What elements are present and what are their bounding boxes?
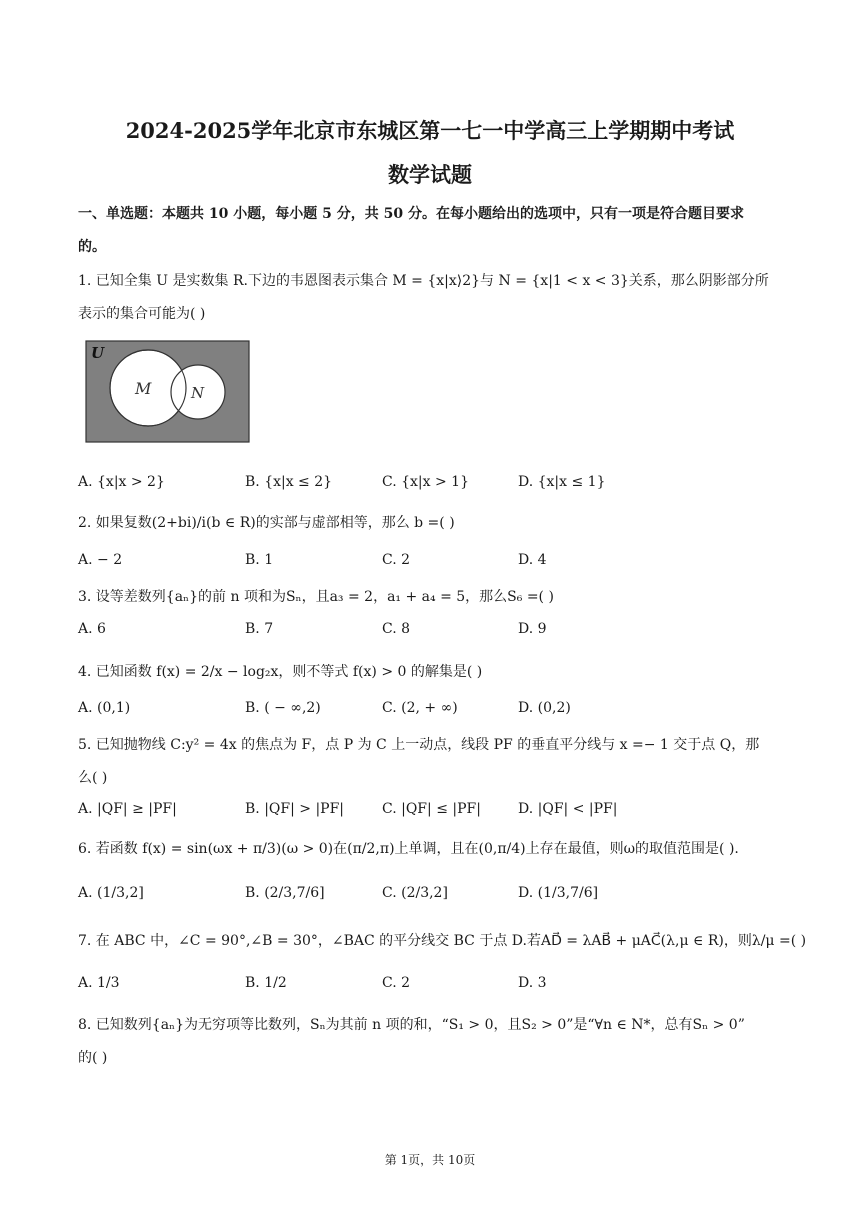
question-1-text-line-2: 表示的集合可能为( ) (78, 306, 206, 322)
question-1-option-b: B. {x|x ≤ 2} (245, 474, 333, 490)
question-2-option-d: D. 4 (518, 552, 547, 568)
section-heading-line-1: 一、单选题：本题共 10 小题，每小题 5 分，共 50 分。在每小题给出的选项中，只有一项是符合题目要求 (78, 206, 744, 222)
question-7-option-d: D. 3 (518, 975, 547, 991)
question-1-text-line-1: 1. 已知全集 U 是实数集 R.下边的韦恩图表示集合 M = {x|x⟩2}与 N = {x|1 < x < 3}关系，那么阴影部分所 (78, 273, 769, 289)
question-7-option-a: A. 1/3 (78, 975, 120, 991)
question-5-option-b: B. |QF| > |PF| (245, 801, 345, 817)
question-2-option-a: A. − 2 (78, 552, 123, 568)
section-heading-line-2: 的。 (78, 239, 106, 255)
question-8-text-line-2: 的( ) (78, 1050, 108, 1066)
question-7-option-c: C. 2 (382, 975, 411, 991)
question-5-text-line-2: 么( ) (78, 770, 108, 786)
question-6-option-c: C. (2/3,2] (382, 885, 448, 901)
venn-set-n-label: N (191, 384, 205, 402)
question-4-text: 4. 已知函数 f(x) = 2/x − log₂x，则不等式 f(x) > 0 的解集是( ) (78, 664, 483, 680)
question-7-option-b: B. 1/2 (245, 975, 287, 991)
question-5-text-line-1: 5. 已知抛物线 C:y² = 4x 的焦点为 F，点 P 为 C 上一动点，线段 PF 的垂直平分线与 x =− 1 交于点 Q，那 (78, 737, 760, 753)
question-6-option-a: A. (1/3,2] (78, 885, 144, 901)
exam-subtitle: 数学试题 (388, 162, 472, 187)
venn-set-m-label: M (135, 379, 152, 398)
question-1-option-d: D. {x|x ≤ 1} (518, 474, 606, 490)
question-6-option-b: B. (2/3,7/6] (245, 885, 325, 901)
question-5-option-a: A. |QF| ≥ |PF| (78, 801, 177, 817)
exam-title: 2024-2025学年北京市东城区第一七一中学高三上学期期中考试 (125, 118, 735, 143)
venn-universe-label: U (91, 344, 105, 362)
question-3-option-b: B. 7 (245, 621, 274, 637)
question-2-option-c: C. 2 (382, 552, 411, 568)
question-1-option-a: A. {x|x > 2} (78, 474, 165, 490)
page-footer: 第 1页，共 10页 (384, 1153, 476, 1167)
question-6-text: 6. 若函数 f(x) = sin(ωx + π/3)(ω > 0)在(π/2,π)上单调，且在(0,π/4)上存在最值，则ω的取值范围是( ). (78, 841, 739, 857)
question-3-option-d: D. 9 (518, 621, 547, 637)
venn-diagram (85, 340, 251, 444)
question-6-option-d: D. (1/3,7/6] (518, 885, 599, 901)
question-8-text-line-1: 8. 已知数列{aₙ}为无穷项等比数列，Sₙ为其前 n 项的和，“S₁ > 0，且S₂ > 0”是“∀n ∈ N*，总有Sₙ > 0” (78, 1017, 745, 1033)
question-5-option-d: D. |QF| < |PF| (518, 801, 618, 817)
question-3-option-a: A. 6 (78, 621, 106, 637)
question-4-option-b: B. ( − ∞,2) (245, 700, 321, 716)
question-5-option-c: C. |QF| ≤ |PF| (382, 801, 481, 817)
question-3-text: 3. 设等差数列{aₙ}的前 n 项和为Sₙ，且a₃ = 2，a₁ + a₄ = 5，那么S₆ =( ) (78, 589, 554, 605)
question-1-option-c: C. {x|x > 1} (382, 474, 469, 490)
question-4-option-d: D. (0,2) (518, 700, 571, 716)
question-2-text: 2. 如果复数(2+bi)/i(b ∈ R)的实部与虚部相等，那么 b =( ) (78, 515, 455, 531)
question-4-option-a: A. (0,1) (78, 700, 131, 716)
question-4-option-c: C. (2, + ∞) (382, 700, 458, 716)
question-3-option-c: C. 8 (382, 621, 411, 637)
question-2-option-b: B. 1 (245, 552, 274, 568)
question-7-text: 7. 在 ABC 中，∠C = 90°,∠B = 30°，∠BAC 的平分线交 BC 于点 D.若AD⃗ = λAB⃗ + μAC⃗(λ,μ ∈ R)，则λ/μ =( ) (78, 933, 807, 949)
